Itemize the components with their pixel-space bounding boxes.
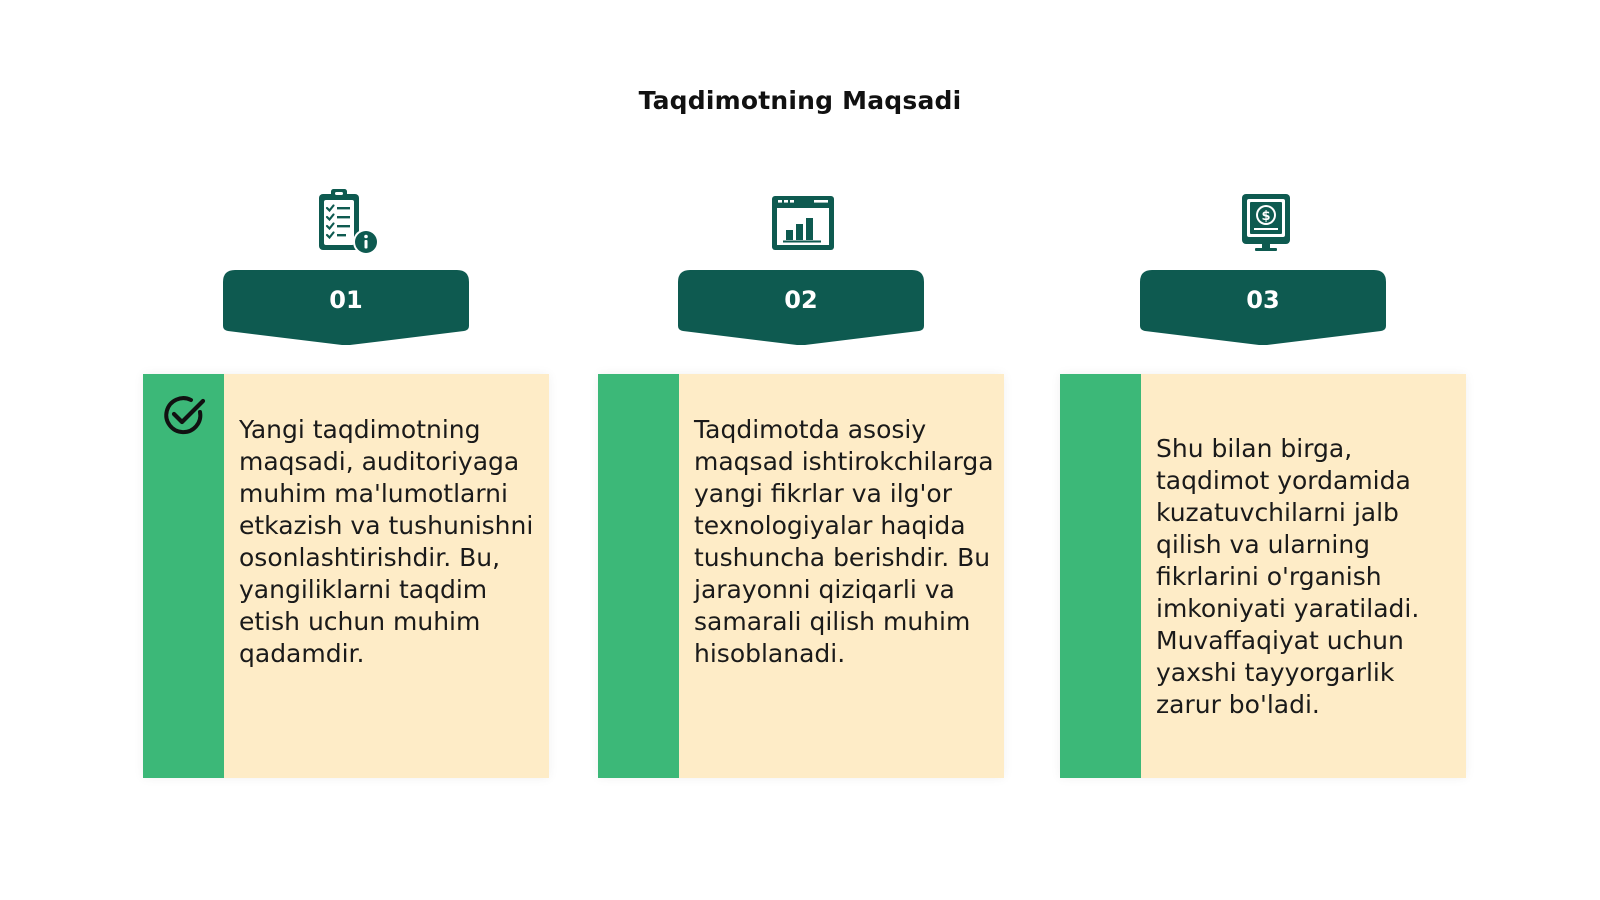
number-badge xyxy=(223,270,469,345)
number-label: 02 xyxy=(784,286,818,314)
checkmark-circle-icon xyxy=(161,392,207,438)
card-accent-strip xyxy=(143,374,224,778)
objective-card xyxy=(143,374,549,778)
objective-card xyxy=(1060,374,1466,778)
number-badge xyxy=(678,270,924,345)
card-body xyxy=(1141,374,1466,778)
number-badge xyxy=(1140,270,1386,345)
number-label: 03 xyxy=(1246,286,1280,314)
svg-text:$: $ xyxy=(1261,209,1271,224)
clipboard-checklist-info-icon xyxy=(313,186,383,256)
card-text: Yangi taqdimotning maqsadi, auditoriyaga muhim ma'lumotlarni etkazish va tushunishni osonlashtirishdir. Bu, yangiliklarni taqdim etish uchun muhim qadamdir. xyxy=(239,415,534,668)
bar-chart-window-icon xyxy=(768,186,838,256)
objective-card xyxy=(598,374,1004,778)
dollar-monitor-icon xyxy=(1230,186,1300,256)
card-body xyxy=(679,374,1004,778)
page-title: Taqdimotning Maqsadi xyxy=(638,86,962,115)
card-accent-strip xyxy=(1060,374,1141,778)
card-text: Taqdimotda asosiy maqsad ishtirokchilarga yangi fikrlar va ilg'or texnologiyalar haqida tushuncha berishdir. Bu jarayonni qiziqarli va samarali qilish muhim hisoblanadi. xyxy=(694,415,994,668)
card-accent-strip xyxy=(598,374,679,778)
objective-column-1 xyxy=(143,0,553,900)
objective-column-2 xyxy=(598,0,1008,900)
card-body xyxy=(224,374,549,778)
number-label: 01 xyxy=(329,286,363,314)
card-text: Shu bilan birga, taqdimot yordamida kuzatuvchilarni jalb qilish va ularning fikrlarini o'rganish imkoniyati yaratiladi. Muvaffaqiyat uchun yaxshi tayyorgarlik zarur bo'ladi. xyxy=(1156,434,1420,719)
objective-column-3 xyxy=(1060,0,1470,900)
